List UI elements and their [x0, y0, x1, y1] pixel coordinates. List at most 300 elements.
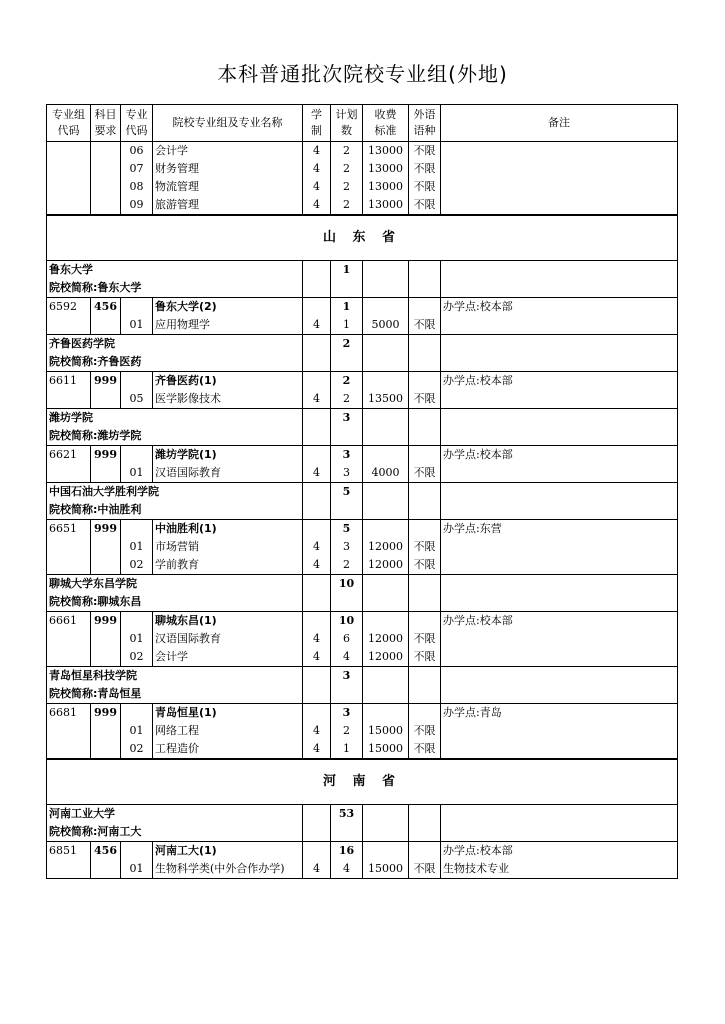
header-label: 收费: [374, 108, 397, 121]
table-cell: [409, 409, 441, 446]
major-row: [47, 538, 678, 556]
group-note: 办学点:东营: [441, 520, 678, 539]
note: [441, 160, 678, 178]
header-label: 专业: [125, 108, 148, 121]
table-cell: [47, 740, 91, 759]
school-full-name: 齐鲁医药学院: [49, 337, 115, 350]
table-cell: [409, 612, 441, 631]
school-short-name: 院校简称:中油胜利: [49, 503, 142, 516]
years: 4: [303, 722, 331, 740]
table-cell: [303, 261, 331, 298]
table-cell: [363, 298, 409, 317]
table-cell: [91, 740, 121, 759]
plan-count: 1: [331, 316, 363, 335]
plan-count: 2: [331, 556, 363, 575]
header-label: 制: [311, 124, 322, 137]
province-row: [47, 215, 678, 261]
major-row: [47, 860, 678, 879]
table-cell: [441, 335, 678, 372]
note: [441, 316, 678, 335]
fee: 12000: [363, 556, 409, 575]
table-cell: [409, 704, 441, 723]
years: 4: [303, 860, 331, 879]
header-cell: [91, 105, 121, 142]
school-row: [47, 483, 678, 520]
table-cell: [303, 612, 331, 631]
subject-requirement: 456: [91, 298, 121, 317]
header-label: 代码: [125, 124, 148, 137]
table-cell: [121, 520, 153, 539]
major-row: [47, 464, 678, 483]
table-cell: [91, 142, 121, 161]
major-code: 05: [121, 390, 153, 409]
table-cell: [363, 704, 409, 723]
language: 不限: [409, 630, 441, 648]
major-name: 会计学: [153, 142, 303, 161]
major-code: 01: [121, 630, 153, 648]
group-name: 齐鲁医药(1): [153, 372, 303, 391]
table-cell: [363, 805, 409, 842]
group-note: 办学点:校本部: [441, 612, 678, 631]
group-row: [47, 446, 678, 465]
table-cell: [47, 860, 91, 879]
years: 4: [303, 160, 331, 178]
table-cell: [363, 612, 409, 631]
table-cell: [303, 842, 331, 861]
group-plan: 3: [331, 446, 363, 465]
group-note: 办学点:青岛: [441, 704, 678, 723]
table-cell: [363, 520, 409, 539]
page-title: 本科普通批次院校专业组(外地): [217, 62, 508, 86]
group-code: 6681: [47, 704, 91, 723]
language: 不限: [409, 722, 441, 740]
language: 不限: [409, 316, 441, 335]
major-row: [47, 630, 678, 648]
table-cell: [363, 446, 409, 465]
years: 4: [303, 464, 331, 483]
school-short-name: 院校简称:齐鲁医药: [49, 355, 142, 368]
language: 不限: [409, 390, 441, 409]
group-note: 办学点:校本部: [441, 446, 678, 465]
school-full-name: 潍坊学院: [49, 411, 93, 424]
table-cell: [409, 372, 441, 391]
major-code: 06: [121, 142, 153, 161]
table-cell: [91, 538, 121, 556]
group-note: 办学点:校本部: [441, 842, 678, 861]
table-cell: [409, 483, 441, 520]
plan-count: 2: [331, 142, 363, 161]
header-label: 外语: [413, 108, 436, 121]
note: [441, 178, 678, 196]
table-cell: [91, 556, 121, 575]
language: 不限: [409, 648, 441, 667]
table-cell: [47, 648, 91, 667]
table-cell: [91, 196, 121, 215]
school-name: [47, 805, 303, 842]
subject-requirement: 999: [91, 520, 121, 539]
table-cell: [303, 667, 331, 704]
plan-count: 1: [331, 740, 363, 759]
table-cell: [303, 483, 331, 520]
school-name: [47, 575, 303, 612]
table-cell: [91, 722, 121, 740]
table-cell: [47, 538, 91, 556]
major-row: [47, 648, 678, 667]
group-code: 6621: [47, 446, 91, 465]
table-cell: [409, 667, 441, 704]
header-cell: [409, 105, 441, 142]
table-cell: [47, 390, 91, 409]
major-code: 08: [121, 178, 153, 196]
table-cell: [441, 483, 678, 520]
years: 4: [303, 142, 331, 161]
table-cell: [121, 842, 153, 861]
major-row: [47, 722, 678, 740]
group-code: 6661: [47, 612, 91, 631]
subject-requirement: 999: [91, 446, 121, 465]
major-name: 工程造价: [153, 740, 303, 759]
plan-count: 3: [331, 538, 363, 556]
header-label: 专业组: [52, 108, 85, 121]
table-cell: [91, 160, 121, 178]
fee: 15000: [363, 860, 409, 879]
table-cell: [303, 298, 331, 317]
major-name: 市场营销: [153, 538, 303, 556]
language: 不限: [409, 142, 441, 161]
note: [441, 142, 678, 161]
plan-count: 2: [331, 722, 363, 740]
header-cell: [441, 105, 678, 142]
school-full-name: 聊城大学东昌学院: [49, 577, 137, 590]
fee: 13000: [363, 196, 409, 215]
header-label: 备注: [548, 116, 570, 129]
major-code: 01: [121, 316, 153, 335]
subject-requirement: 999: [91, 372, 121, 391]
school-full-name: 鲁东大学: [49, 263, 93, 276]
header-label: 要求: [94, 124, 117, 137]
fee: 15000: [363, 740, 409, 759]
years: 4: [303, 740, 331, 759]
language: 不限: [409, 860, 441, 879]
plan-count: 4: [331, 648, 363, 667]
header-cell: [331, 105, 363, 142]
group-code: 6851: [47, 842, 91, 861]
plan-count: 4: [331, 860, 363, 879]
major-name: 网络工程: [153, 722, 303, 740]
table-cell: [409, 298, 441, 317]
group-plan: 5: [331, 520, 363, 539]
header-label: 学: [311, 108, 322, 121]
header-label: 院校专业组及专业名称: [172, 116, 283, 129]
school-name: [47, 409, 303, 446]
major-code: 02: [121, 740, 153, 759]
table-cell: [363, 575, 409, 612]
school-full-name: 中国石油大学胜利学院: [49, 485, 159, 498]
table-cell: [363, 372, 409, 391]
major-row: [47, 556, 678, 575]
note: 生物技术专业: [441, 860, 678, 879]
table-cell: [121, 446, 153, 465]
language: 不限: [409, 178, 441, 196]
table-cell: [121, 298, 153, 317]
table-cell: [441, 805, 678, 842]
header-cell: [47, 105, 91, 142]
table-cell: [91, 648, 121, 667]
group-plan: 2: [331, 372, 363, 391]
table-cell: [121, 612, 153, 631]
group-plan: 3: [331, 704, 363, 723]
table-cell: [441, 575, 678, 612]
group-name: 青岛恒星(1): [153, 704, 303, 723]
header-label: 计划: [335, 108, 358, 121]
group-name: 潍坊学院(1): [153, 446, 303, 465]
subject-requirement: 456: [91, 842, 121, 861]
language: 不限: [409, 556, 441, 575]
group-note: 办学点:校本部: [441, 298, 678, 317]
language: 不限: [409, 464, 441, 483]
note: [441, 556, 678, 575]
school-row: [47, 261, 678, 298]
major-row: [47, 196, 678, 215]
plan-count: 6: [331, 630, 363, 648]
group-name: 聊城东昌(1): [153, 612, 303, 631]
table-cell: [303, 335, 331, 372]
header-label: 数: [341, 124, 352, 137]
table-cell: [441, 667, 678, 704]
fee: 12000: [363, 630, 409, 648]
group-row: [47, 704, 678, 723]
table-cell: [91, 178, 121, 196]
table-cell: [47, 178, 91, 196]
header-cell: [121, 105, 153, 142]
major-name: 应用物理学: [153, 316, 303, 335]
school-row: [47, 667, 678, 704]
province-name: 山 东 省: [47, 215, 678, 261]
table-cell: [121, 704, 153, 723]
major-code: 01: [121, 538, 153, 556]
major-name: 医学影像技术: [153, 390, 303, 409]
table-cell: [441, 261, 678, 298]
note: [441, 648, 678, 667]
major-code: 09: [121, 196, 153, 215]
years: 4: [303, 538, 331, 556]
group-row: [47, 520, 678, 539]
fee: 12000: [363, 648, 409, 667]
subject-requirement: 999: [91, 612, 121, 631]
major-name: 物流管理: [153, 178, 303, 196]
group-name: 鲁东大学(2): [153, 298, 303, 317]
language: 不限: [409, 538, 441, 556]
school-full-name: 河南工业大学: [49, 807, 115, 820]
table-cell: [91, 464, 121, 483]
table-cell: [409, 261, 441, 298]
fee: 13000: [363, 160, 409, 178]
table-cell: [409, 575, 441, 612]
school-short-name: 院校简称:潍坊学院: [49, 429, 142, 442]
note: [441, 538, 678, 556]
fee: 12000: [363, 538, 409, 556]
major-name: 生物科学类(中外合作办学): [153, 860, 303, 879]
language: 不限: [409, 196, 441, 215]
years: 4: [303, 196, 331, 215]
table-cell: [409, 335, 441, 372]
fee: 13000: [363, 142, 409, 161]
table-cell: [303, 704, 331, 723]
header-label: 语种: [413, 124, 436, 137]
major-name: 财务管理: [153, 160, 303, 178]
school-plan: 53: [331, 805, 363, 842]
table-cell: [47, 142, 91, 161]
school-short-name: 院校简称:鲁东大学: [49, 281, 142, 294]
table-cell: [363, 261, 409, 298]
plan-count: 2: [331, 160, 363, 178]
table-cell: [303, 372, 331, 391]
major-name: 旅游管理: [153, 196, 303, 215]
major-code: 01: [121, 860, 153, 879]
subject-requirement: 999: [91, 704, 121, 723]
major-name: 汉语国际教育: [153, 630, 303, 648]
school-plan: 5: [331, 483, 363, 520]
major-code: 01: [121, 464, 153, 483]
school-full-name: 青岛恒星科技学院: [49, 669, 137, 682]
group-row: [47, 298, 678, 317]
major-row: [47, 390, 678, 409]
table-cell: [303, 805, 331, 842]
school-plan: 1: [331, 261, 363, 298]
table-cell: [91, 316, 121, 335]
note: [441, 196, 678, 215]
group-code: 6651: [47, 520, 91, 539]
group-row: [47, 612, 678, 631]
major-row: [47, 160, 678, 178]
major-name: 学前教育: [153, 556, 303, 575]
school-name: [47, 483, 303, 520]
major-name: 汉语国际教育: [153, 464, 303, 483]
language: 不限: [409, 740, 441, 759]
fee: 5000: [363, 316, 409, 335]
plan-count: 2: [331, 390, 363, 409]
table-cell: [363, 483, 409, 520]
fee: 13000: [363, 178, 409, 196]
major-code: 01: [121, 722, 153, 740]
years: 4: [303, 390, 331, 409]
school-short-name: 院校简称:青岛恒星: [49, 687, 142, 700]
table-cell: [409, 842, 441, 861]
header-label: 代码: [57, 124, 80, 137]
school-plan: 3: [331, 409, 363, 446]
table-cell: [363, 335, 409, 372]
group-plan: 16: [331, 842, 363, 861]
major-code: 07: [121, 160, 153, 178]
table-cell: [47, 196, 91, 215]
group-plan: 1: [331, 298, 363, 317]
table-cell: [303, 446, 331, 465]
fee: 15000: [363, 722, 409, 740]
major-code: 02: [121, 648, 153, 667]
school-plan: 2: [331, 335, 363, 372]
fee: 13500: [363, 390, 409, 409]
note: [441, 630, 678, 648]
group-plan: 10: [331, 612, 363, 631]
table-cell: [303, 520, 331, 539]
group-name: 中油胜利(1): [153, 520, 303, 539]
years: 4: [303, 316, 331, 335]
school-name: [47, 335, 303, 372]
table-cell: [91, 630, 121, 648]
group-code: 6592: [47, 298, 91, 317]
table-cell: [121, 372, 153, 391]
school-row: [47, 805, 678, 842]
table-cell: [47, 464, 91, 483]
years: 4: [303, 630, 331, 648]
fee: 4000: [363, 464, 409, 483]
major-row: [47, 178, 678, 196]
school-plan: 3: [331, 667, 363, 704]
table-cell: [91, 860, 121, 879]
major-row: [47, 142, 678, 161]
years: 4: [303, 648, 331, 667]
admission-table: [46, 104, 678, 879]
school-plan: 10: [331, 575, 363, 612]
major-code: 02: [121, 556, 153, 575]
table-cell: [47, 722, 91, 740]
note: [441, 390, 678, 409]
school-short-name: 院校简称:聊城东昌: [49, 595, 142, 608]
table-cell: [47, 556, 91, 575]
group-name: 河南工大(1): [153, 842, 303, 861]
table-cell: [441, 409, 678, 446]
school-name: [47, 667, 303, 704]
major-row: [47, 316, 678, 335]
years: 4: [303, 556, 331, 575]
province-row: [47, 759, 678, 805]
language: 不限: [409, 160, 441, 178]
header-cell: [363, 105, 409, 142]
years: 4: [303, 178, 331, 196]
note: [441, 722, 678, 740]
plan-count: 2: [331, 196, 363, 215]
major-name: 会计学: [153, 648, 303, 667]
plan-count: 3: [331, 464, 363, 483]
school-row: [47, 575, 678, 612]
table-cell: [303, 575, 331, 612]
school-row: [47, 335, 678, 372]
header-cell: [153, 105, 303, 142]
table-cell: [363, 842, 409, 861]
header-label: 标准: [374, 124, 397, 137]
province-name: 河 南 省: [47, 759, 678, 805]
header-row: [47, 105, 678, 142]
group-row: [47, 842, 678, 861]
plan-count: 2: [331, 178, 363, 196]
group-note: 办学点:校本部: [441, 372, 678, 391]
table-cell: [303, 409, 331, 446]
header-cell: [303, 105, 331, 142]
note: [441, 464, 678, 483]
school-row: [47, 409, 678, 446]
table-cell: [47, 160, 91, 178]
table-cell: [409, 805, 441, 842]
table-cell: [409, 446, 441, 465]
major-row: [47, 740, 678, 759]
table-cell: [409, 520, 441, 539]
table-cell: [363, 409, 409, 446]
table-cell: [47, 316, 91, 335]
group-code: 6611: [47, 372, 91, 391]
table-cell: [47, 630, 91, 648]
note: [441, 740, 678, 759]
group-row: [47, 372, 678, 391]
